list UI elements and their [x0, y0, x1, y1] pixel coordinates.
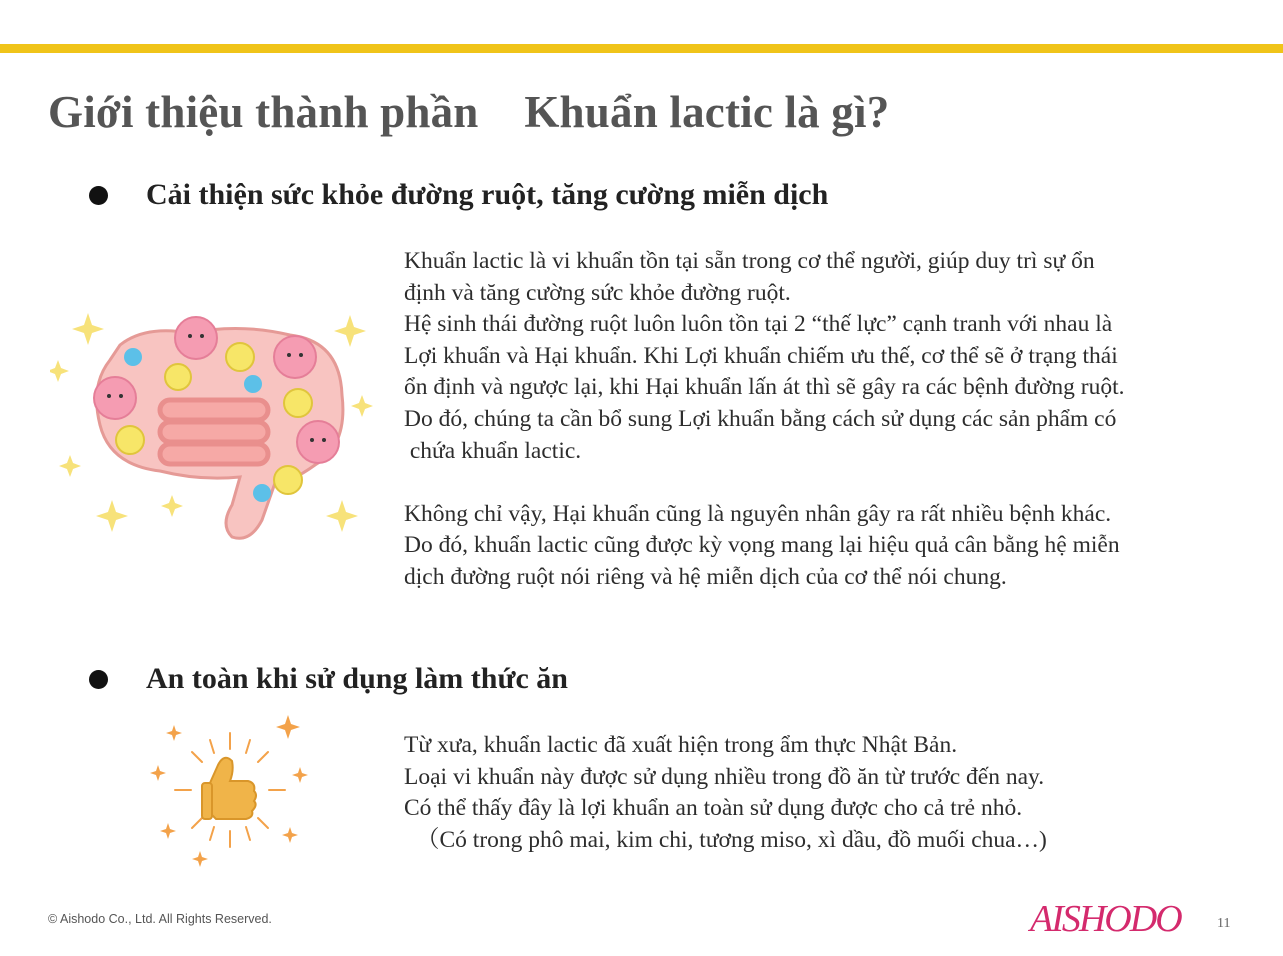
- text-line: dịch đường ruột nói riêng và hệ miễn dịch của cơ thể nói chung.: [404, 563, 1007, 590]
- text-line: Do đó, chúng ta cần bổ sung Lợi khuẩn bằng cách sử dụng các sản phẩm có: [404, 405, 1117, 432]
- slide-title: Giới thiệu thành phần Khuẩn lactic là gì?: [48, 87, 890, 137]
- thumbs-up-icon: [140, 705, 320, 875]
- top-accent-bar: [0, 44, 1283, 53]
- text-line: Không chỉ vậy, Hại khuẩn cũng là nguyên nhân gây ra rất nhiều bệnh khác.: [404, 500, 1112, 527]
- text-line: Lợi khuẩn và Hại khuẩn. Khi Lợi khuẩn chiếm ưu thế, cơ thể sẽ ở trạng thái: [404, 342, 1118, 369]
- copyright-notice: © Aishodo Co., Ltd. All Rights Reserved.: [48, 912, 272, 926]
- brand-logo: AISHODO: [1030, 898, 1181, 940]
- intestine-bacteria-icon: [50, 305, 375, 550]
- bullet-icon: [89, 670, 108, 689]
- section1-paragraph: [404, 246, 1125, 594]
- text-line: Từ xưa, khuẩn lactic đã xuất hiện trong ẩm thực Nhật Bản.: [404, 732, 958, 758]
- text-line: định và tăng cường sức khỏe đường ruột.: [404, 279, 791, 306]
- text-line: Do đó, khuẩn lactic cũng được kỳ vọng mang lại hiệu quả cân bằng hệ miễn: [404, 532, 1120, 559]
- section-heading-gut-health: Cải thiện sức khỏe đường ruột, tăng cường miễn dịch: [146, 178, 829, 211]
- text-line: Hệ sinh thái đường ruột luôn luôn tồn tại 2 “thế lực” cạnh tranh với nhau là: [404, 311, 1113, 338]
- text-line: Khuẩn lactic là vi khuẩn tồn tại sẵn trong cơ thể người, giúp duy trì sự ổn: [404, 248, 1095, 274]
- section2-paragraph: [404, 730, 1047, 856]
- text-line: Loại vi khuẩn này được sử dụng nhiều trong đồ ăn từ trước đến nay.: [404, 763, 1045, 790]
- text-line: ổn định và ngược lại, khi Hại khuẩn lấn át thì sẽ gây ra các bệnh đường ruột.: [404, 374, 1125, 401]
- text-line: chứa khuẩn lactic.: [404, 437, 582, 464]
- section-heading-food-safety: An toàn khi sử dụng làm thức ăn: [146, 662, 568, 695]
- text-line: Có thể thấy đây là lợi khuẩn an toàn sử dụng được cho cả trẻ nhỏ.: [404, 795, 1023, 822]
- bullet-icon: [89, 186, 108, 205]
- paragraph-spacer: [404, 467, 1125, 499]
- page-number: 11: [1217, 916, 1231, 931]
- text-line: （Có trong phô mai, kim chi, tương miso, xì dầu, đồ muối chua…): [416, 826, 1047, 853]
